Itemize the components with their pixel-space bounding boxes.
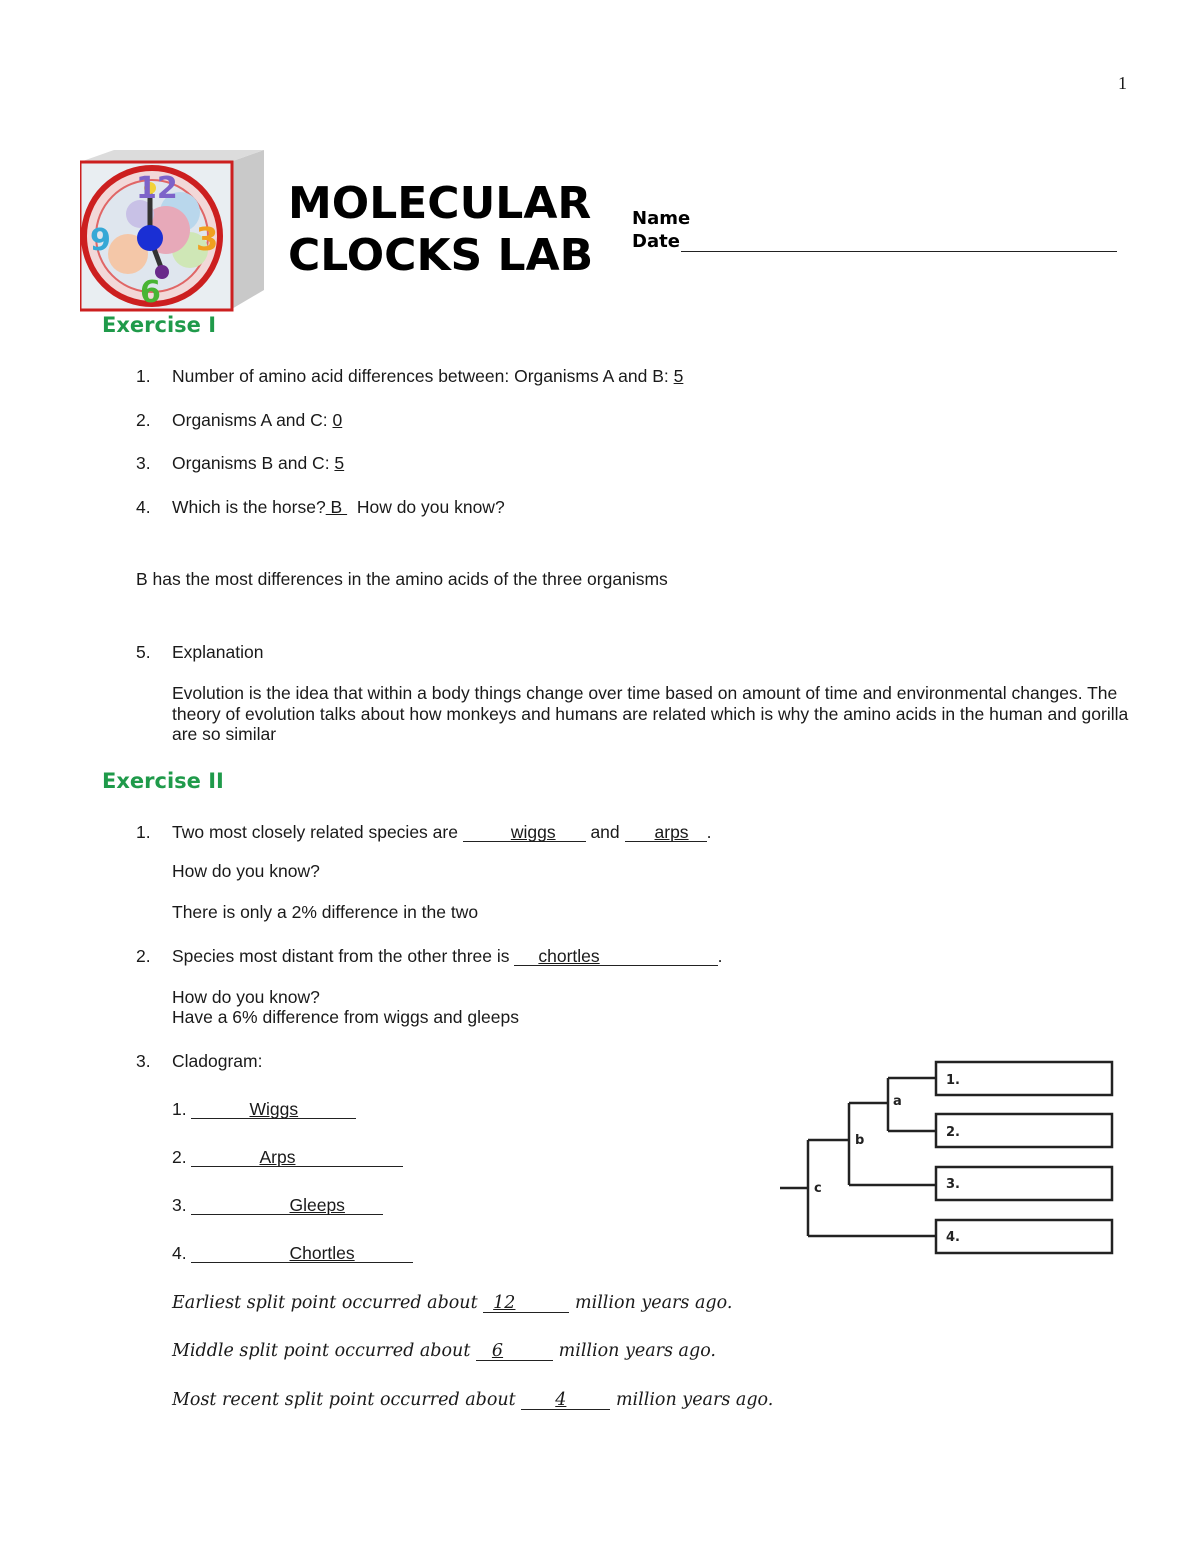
title-line-1: MOLECULAR [288, 178, 592, 229]
question-number: 2. [136, 946, 151, 966]
e1-answer-2: 0 [332, 410, 343, 430]
cladogram-node-a: a [893, 1094, 902, 1109]
cladogram-item-3: 3. Gleeps [172, 1195, 383, 1216]
question-number: 5. [136, 642, 151, 662]
e1-question-5: Explanation [172, 642, 264, 662]
e1-question-3: Organisms B and C: 5 [172, 453, 345, 473]
question-number: 2. [136, 410, 151, 430]
cladogram-box-label-4: 4. [946, 1230, 960, 1245]
e1-answer-4-reason: B has the most differences in the amino acids of the three organisms [136, 569, 668, 589]
clock-logo-icon [80, 150, 264, 312]
e1-answer-5: Evolution is the idea that within a body things change over time based on amount of time and environmental changes. The theory of evolution talks about how monkeys and humans are related which is why the amino acids in the human and gorilla are so similar [172, 683, 1129, 744]
cladogram-diagram [780, 1060, 1120, 1260]
e2-answer-1b: arps [625, 823, 707, 842]
logo-number-6: 6 [140, 275, 161, 310]
e2-question-2: Species most distant from the other three is chortles . [172, 946, 723, 966]
exercise-1-heading: Exercise I [102, 313, 217, 337]
e1-question-4: Which is the horse? B How do you know? [172, 497, 505, 517]
cladogram-item-2: 2. Arps [172, 1147, 403, 1168]
date-label: Date [632, 231, 680, 252]
e2-answer-2: chortles [514, 947, 717, 966]
page-number: 1 [1118, 73, 1127, 93]
name-label: Name [632, 208, 691, 229]
e2-answer-2-reason: Have a 6% difference from wiggs and gleeps [172, 1007, 519, 1027]
recent-split: Most recent split point occurred about 4 million years ago. [172, 1390, 774, 1410]
e2-question-3: Cladogram: [172, 1051, 263, 1071]
question-number: 4. [136, 497, 151, 517]
exercise-2-heading: Exercise II [102, 769, 224, 793]
e1-answer-1: 5 [673, 366, 684, 386]
logo-number-12: 12 [136, 171, 178, 206]
e2-question-1: Two most closely related species are wiggs and arps . [172, 822, 712, 842]
question-number: 3. [136, 1051, 151, 1071]
cladogram-box-2 [936, 1114, 1112, 1147]
cladogram-box-label-1: 1. [946, 1073, 960, 1088]
cladogram-box-1 [936, 1062, 1112, 1095]
question-number: 3. [136, 453, 151, 473]
e2-question-1-how: How do you know? [172, 861, 320, 881]
question-number: 1. [136, 822, 151, 842]
cladogram-box-label-3: 3. [946, 1177, 960, 1192]
cladogram-box-label-2: 2. [946, 1125, 960, 1140]
page-title [288, 178, 593, 282]
middle-split: Middle split point occurred about 6 million years ago. [172, 1341, 716, 1361]
cladogram-node-c: c [814, 1181, 822, 1196]
e1-answer-4: B [325, 497, 348, 517]
e2-answer-1-reason: There is only a 2% difference in the two [172, 902, 479, 922]
cladogram-item-4: 4. Chortles [172, 1243, 413, 1264]
cladogram-item-1: 1. Wiggs [172, 1099, 356, 1120]
title-line-2: CLOCKS LAB [288, 230, 594, 281]
e1-question-2: Organisms A and C: 0 [172, 410, 343, 430]
e1-question-1: Number of amino acid differences between: Organisms A and B: 5 [172, 366, 684, 386]
date-field[interactable] [681, 251, 1117, 252]
cladogram-box-3 [936, 1167, 1112, 1200]
cladogram-box-4 [936, 1220, 1112, 1253]
cladogram-node-b: b [855, 1133, 865, 1148]
e2-question-2-how: How do you know? [172, 987, 320, 1007]
e1-answer-3: 5 [334, 453, 345, 473]
e2-answer-1a: wiggs [463, 823, 586, 842]
logo-number-3: 3 [196, 220, 219, 258]
question-number: 1. [136, 366, 151, 386]
logo-number-9: 9 [90, 223, 111, 258]
earliest-split: Earliest split point occurred about 12 million years ago. [172, 1293, 733, 1313]
